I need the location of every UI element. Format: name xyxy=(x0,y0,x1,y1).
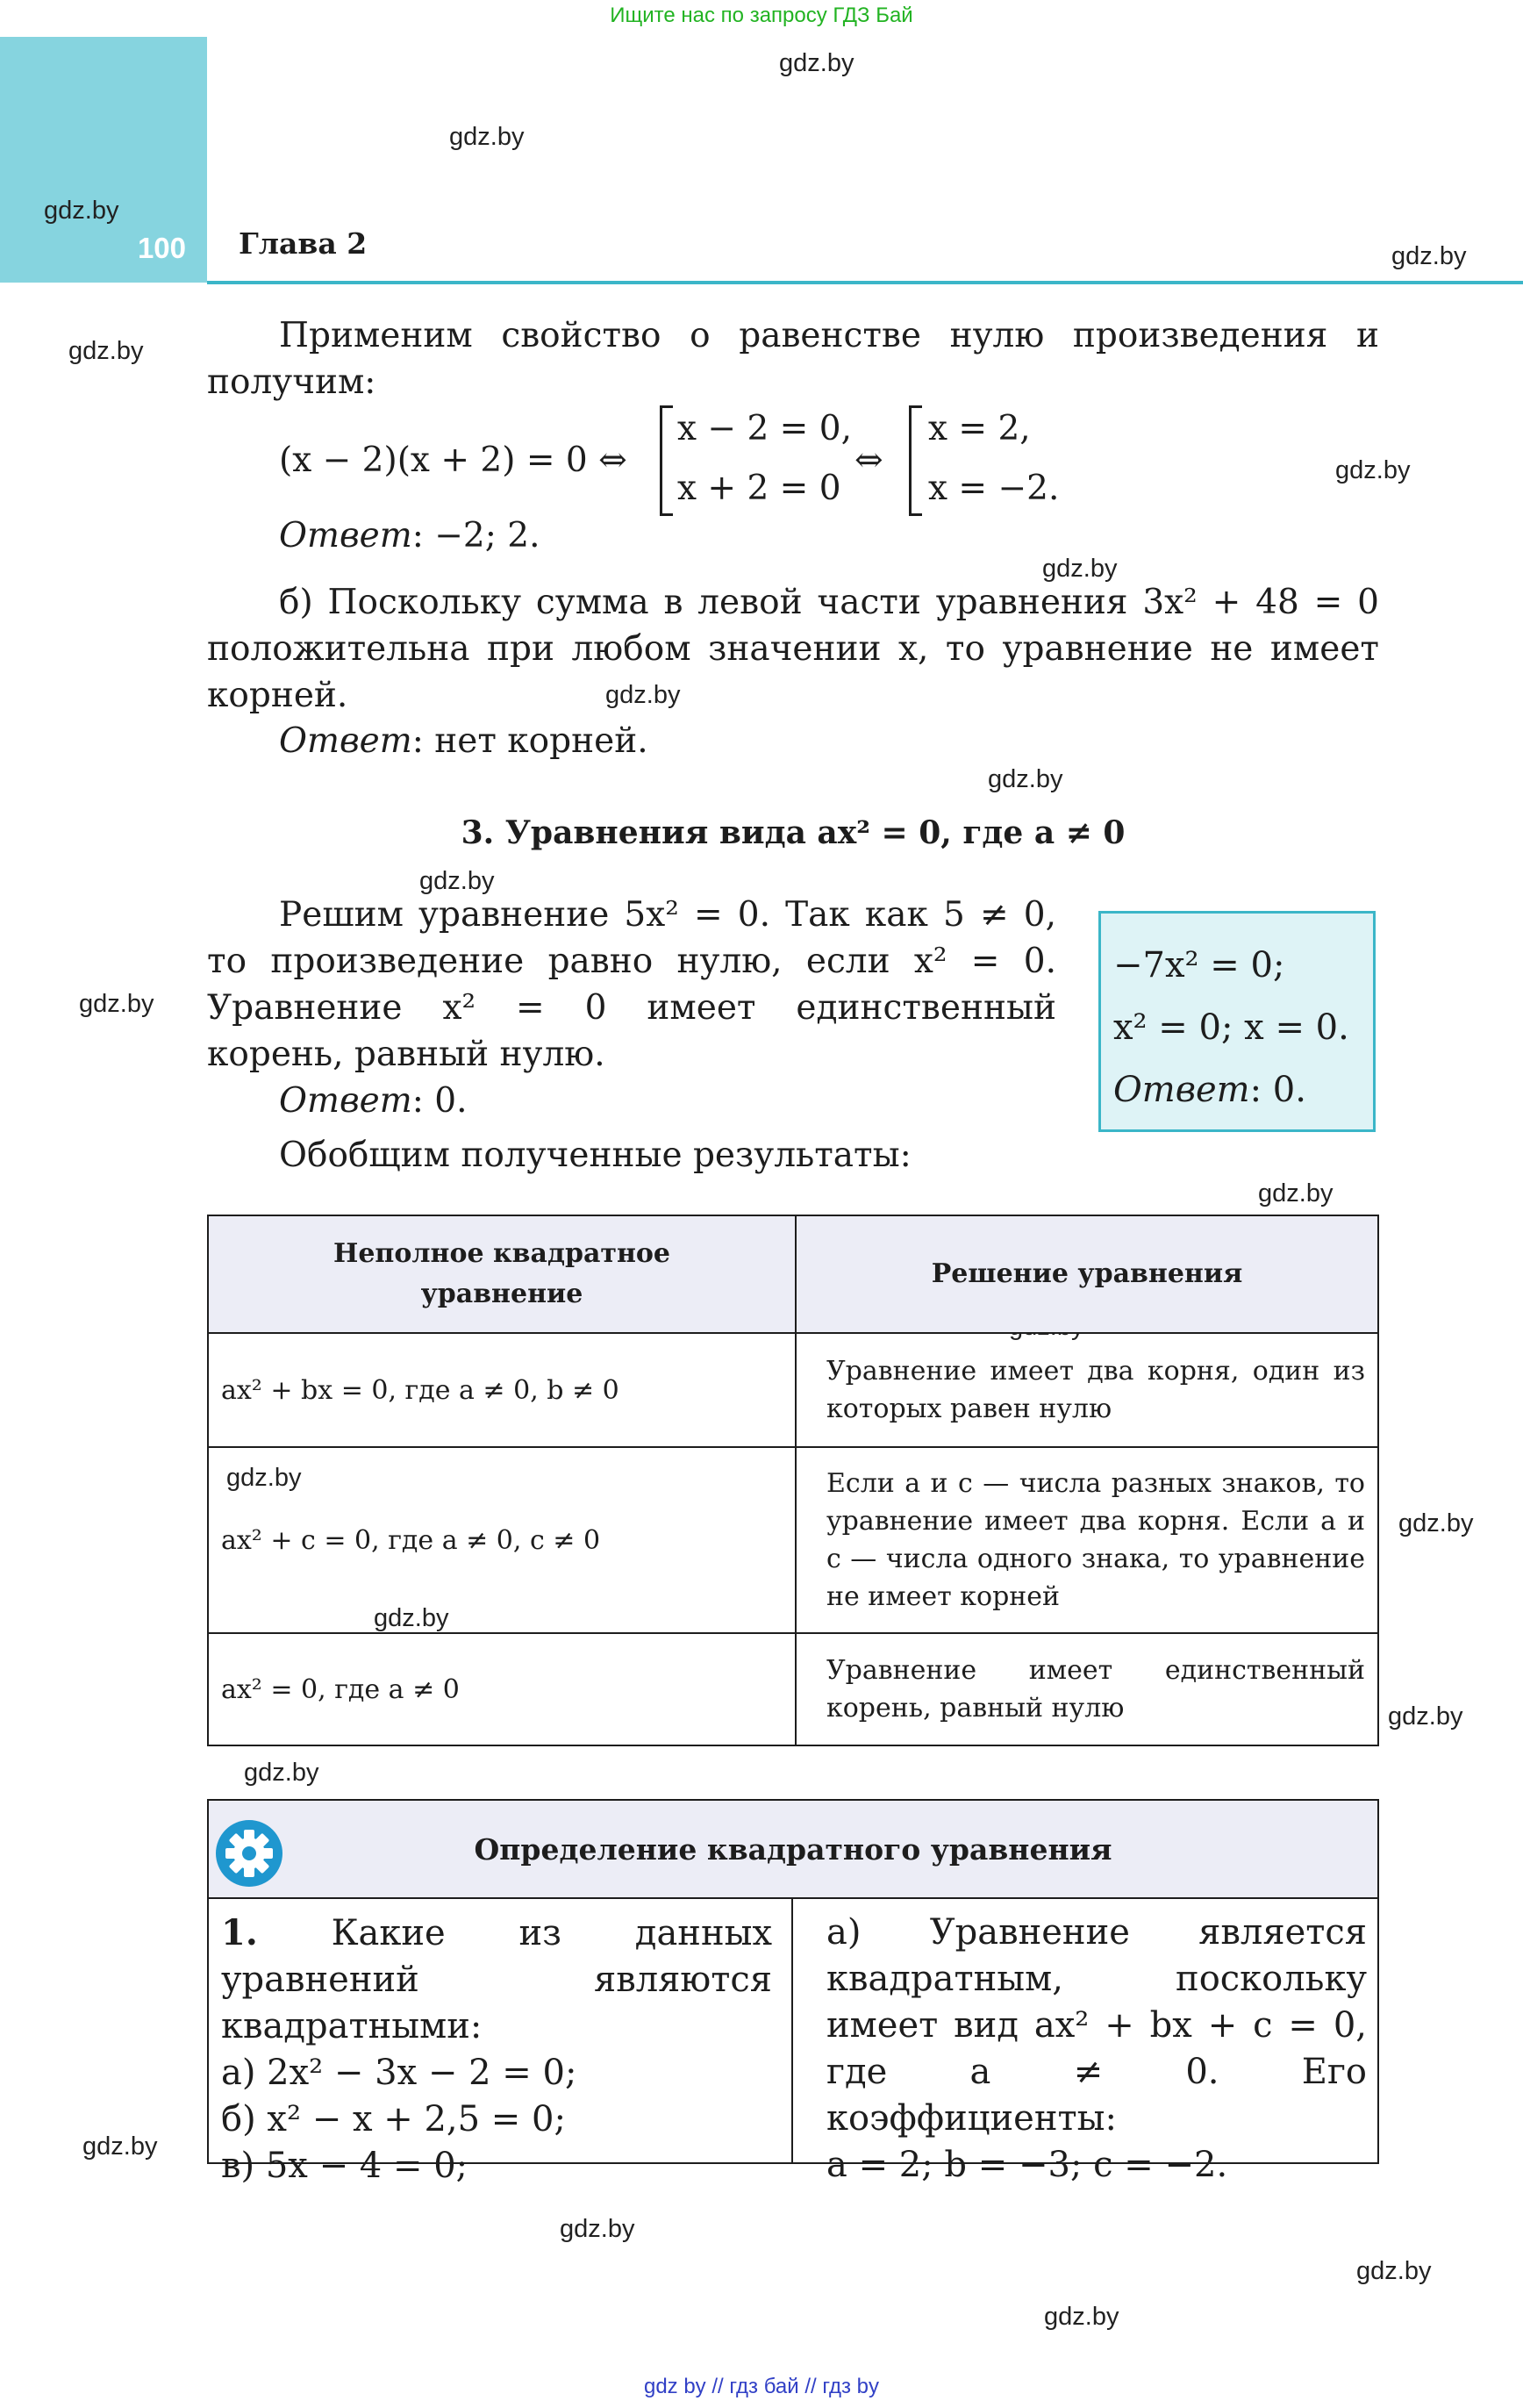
system1-eq2: x + 2 = 0 xyxy=(677,469,841,508)
watermark: gdz.by xyxy=(1258,1179,1334,1208)
watermark: gdz.by xyxy=(605,681,681,709)
paragraph-3: Решим уравнение 5x² = 0. Так как 5 ≠ 0, то произведение равно нулю, если x² = 0. Уравнение x² = 0 имеет единственный корень, равный нулю. xyxy=(207,895,1056,1074)
table-cell-solution: Если a и c — числа разных знаков, то уравнение имеет два корня. Если a и c — числа одного знака, то уравнение не имеет корней xyxy=(796,1447,1378,1633)
task-number: 1. xyxy=(221,1912,258,1953)
system-bracket xyxy=(660,405,673,516)
watermark: gdz.by xyxy=(779,49,854,77)
answer-label: Ответ xyxy=(279,721,412,761)
table-row xyxy=(208,1447,1378,1633)
watermark: gdz.by xyxy=(1388,1702,1463,1731)
solution-coefficients: a = 2; b = −3; c = −2. xyxy=(826,2145,1228,2185)
watermark: gdz.by xyxy=(226,1464,302,1492)
equation-lhs: (x − 2)(x + 2) = 0 ⇔ xyxy=(279,441,627,480)
watermark: gdz.by xyxy=(44,197,119,225)
task-option: а) 2x² − 3x − 2 = 0; xyxy=(221,2053,577,2093)
answer-value: : 0. xyxy=(1249,1070,1306,1110)
definition-title: Определение квадратного уравнения xyxy=(474,1832,1112,1867)
watermark: gdz.by xyxy=(1044,2303,1119,2331)
header-rule xyxy=(207,281,1523,284)
table-cell-equation: ax² = 0, где a ≠ 0 xyxy=(208,1633,796,1745)
table-header-row xyxy=(208,1215,1378,1333)
table-cell-solution: Уравнение имеет два корня, один из которых равен нулю xyxy=(796,1333,1378,1447)
paragraph-intro: Применим свойство о равенстве нулю произведения и получим: xyxy=(207,316,1379,402)
watermark: gdz.by xyxy=(1398,1509,1474,1537)
watermark: gdz.by xyxy=(1391,242,1467,270)
answer-label: Ответ xyxy=(279,1081,412,1121)
footer-links: gdz by // гдз бай // гдз by xyxy=(643,2375,880,2398)
system2-eq2: x = −2. xyxy=(928,469,1060,508)
system-bracket xyxy=(909,405,922,516)
watermark: gdz.by xyxy=(988,765,1063,793)
watermark: gdz.by xyxy=(419,867,495,895)
definition-header xyxy=(209,1801,1377,1899)
task-column xyxy=(221,1910,772,2189)
watermark: gdz.by xyxy=(560,2215,635,2243)
table-cell-equation: ax² + c = 0, где a ≠ 0, c ≠ 0 xyxy=(208,1447,796,1633)
watermark: gdz.by xyxy=(82,2132,158,2161)
watermark: gdz.by xyxy=(374,1604,449,1632)
answer-value: : −2; 2. xyxy=(411,516,540,555)
table-header: Решение уравнения xyxy=(796,1215,1378,1333)
example-box xyxy=(1098,911,1376,1132)
summary-table xyxy=(207,1215,1379,1746)
task-text: Какие из данных уравнений являются квадратными: xyxy=(221,1913,772,2046)
table-cell-equation: ax² + bx = 0, где a ≠ 0, b ≠ 0 xyxy=(208,1333,796,1447)
task-option: в) 5x − 4 = 0; xyxy=(221,2146,468,2186)
page-number: 100 xyxy=(137,232,186,264)
equivalence-symbol: ⇔ xyxy=(854,441,883,480)
watermark: gdz.by xyxy=(79,990,154,1018)
answer-value: : 0. xyxy=(411,1081,468,1121)
system2-eq1: x = 2, xyxy=(928,409,1031,448)
solution-column xyxy=(826,1910,1367,2189)
watermark: gdz.by xyxy=(244,1759,319,1787)
answer-label: Ответ xyxy=(1113,1070,1250,1110)
watermark: gdz.by xyxy=(68,337,144,365)
answer-3 xyxy=(279,1078,467,1124)
chapter-title: Глава 2 xyxy=(239,226,368,261)
summary-intro: Обобщим полученные результаты: xyxy=(279,1136,912,1175)
page-tab xyxy=(0,37,207,283)
example-line: x² = 0; x = 0. xyxy=(1113,1007,1349,1048)
answer-label: Ответ xyxy=(279,516,412,555)
table-header: Неполное квадратное уравнение xyxy=(208,1215,796,1333)
table-row xyxy=(208,1633,1378,1745)
watermark: gdz.by xyxy=(1042,555,1118,583)
search-banner: Ищите нас по запросу ГДЗ Бай xyxy=(610,4,913,27)
answer-1 xyxy=(279,512,540,559)
task-option: б) x² − x + 2,5 = 0; xyxy=(221,2099,566,2139)
watermark: gdz.by xyxy=(1335,456,1411,484)
answer-2 xyxy=(279,718,648,764)
example-line: −7x² = 0; xyxy=(1113,945,1285,985)
table-cell-solution: Уравнение имеет единственный корень, равный нулю xyxy=(796,1633,1378,1745)
watermark: gdz.by xyxy=(449,123,525,151)
definition-block xyxy=(207,1799,1379,2186)
paragraph-b: б) Поскольку сумма в левой части уравнения 3x² + 48 = 0 положительна при любом значении x, то уравнение не имеет корней. xyxy=(207,583,1379,715)
answer-value: : нет корней. xyxy=(411,721,648,761)
table-row xyxy=(208,1333,1378,1447)
column-divider xyxy=(791,1897,793,2164)
watermark: gdz.by xyxy=(1356,2257,1432,2285)
task-statement xyxy=(221,1910,772,2050)
example-answer xyxy=(1113,1059,1361,1122)
solution-text: а) Уравнение является квадратным, поскольку имеет вид ax² + bx + c = 0, где a ≠ 0. Его коэффициенты: xyxy=(826,1912,1367,2139)
section-title: 3. Уравнения вида ax² = 0, где a ≠ 0 xyxy=(461,814,1126,851)
system1-eq1: x − 2 = 0, xyxy=(677,409,852,448)
